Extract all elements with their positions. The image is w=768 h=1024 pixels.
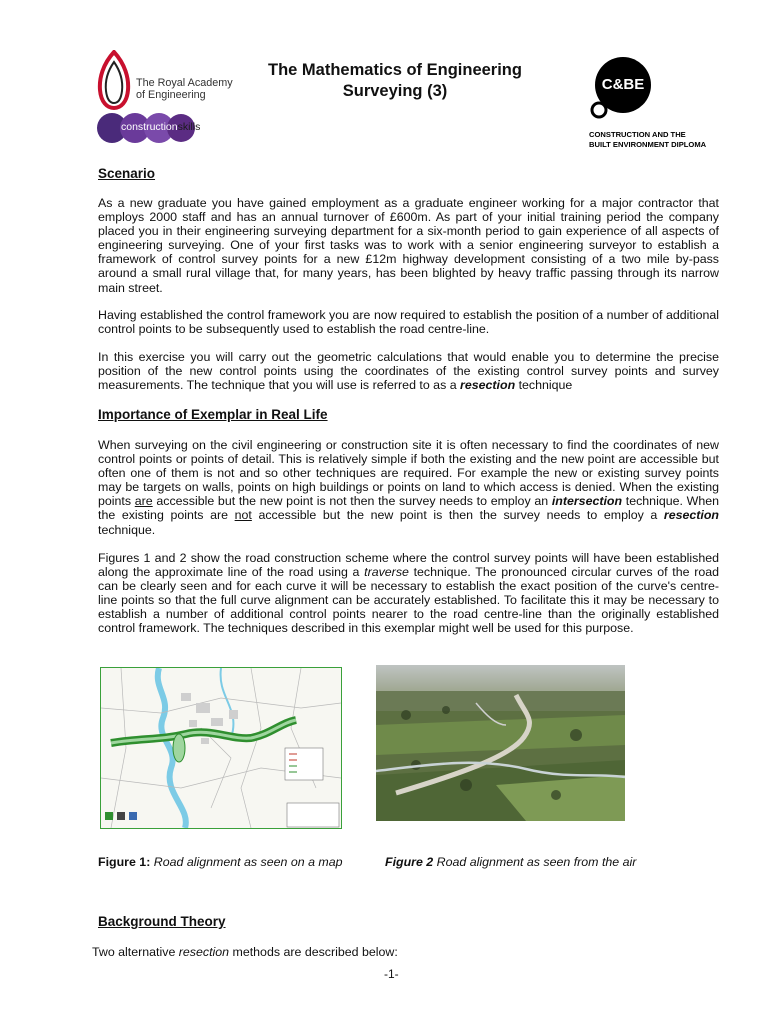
traverse-term: traverse bbox=[364, 565, 409, 580]
figure-2-caption-text: Road alignment as seen from the air bbox=[433, 855, 637, 869]
intersection-term: intersection bbox=[551, 494, 623, 509]
importance-p2-b: technique. The pronounced circular curves of the road can be clearly seen and for each curve it will be necessary to establish the exact position of the curve's centre-line points so that the full curve alignment can be accurately established. To facilitate this it may be necessary to establish a number of additional control points nearer to the road centre-line than the originally established control framework. The techniques described in this exemplar might well be used for this purpose. bbox=[98, 565, 719, 636]
importance-p1-d: accessible but the new point is then the survey needs to employ a bbox=[251, 508, 664, 523]
background-intro bbox=[92, 945, 398, 959]
figure-2-label: Figure 2 bbox=[385, 855, 434, 869]
importance-p1-c: technique. When the existing points are bbox=[98, 494, 719, 523]
cs-word2: skills bbox=[177, 121, 201, 133]
figure-2-aerial-photo bbox=[376, 665, 625, 821]
cbe-logo bbox=[588, 57, 728, 152]
cbe-text-line1: CONSTRUCTION AND THE bbox=[589, 130, 686, 139]
figure-1-caption-text: Road alignment as seen on a map bbox=[150, 855, 343, 869]
resection-term-2: resection bbox=[663, 508, 719, 523]
background-intro-b: methods are described below: bbox=[229, 945, 398, 959]
resection-term-3: resection bbox=[178, 945, 230, 959]
figure-2-caption bbox=[385, 855, 636, 869]
importance-paragraph-2 bbox=[98, 551, 719, 636]
cbe-text-line2: BUILT ENVIRONMENT DIPLOMA bbox=[589, 139, 707, 149]
background-heading: Background Theory bbox=[98, 914, 226, 929]
importance-heading: Importance of Exemplar in Real Life bbox=[98, 407, 328, 422]
figure-1-map-image bbox=[100, 667, 342, 829]
cbe-badge-text: C&BE bbox=[601, 76, 645, 93]
page-number: -1- bbox=[384, 967, 399, 981]
importance-p1-b: accessible but the new point is not then the survey needs to employ an bbox=[152, 494, 552, 509]
scenario-p3-text-a: In this exercise you will carry out the geometric calculations that would enable you to determine the precise position of the new control points using the coordinates of the existing control survey points and survey measurements. The technique that you will use is referred to as a bbox=[98, 350, 719, 393]
importance-p1-e: technique. bbox=[98, 522, 156, 537]
scenario-paragraph-2: Having established the control framework you are now required to establish the position of a number of additional control points to be subsequently used to establish the road centre-line. bbox=[98, 308, 719, 337]
are-underlined: are bbox=[134, 494, 153, 509]
figure-1-caption bbox=[98, 855, 343, 869]
cs-word1: construction bbox=[121, 121, 178, 133]
resection-term: resection bbox=[460, 378, 516, 393]
scenario-paragraph-1: As a new graduate you have gained employment as a graduate engineer working for a major contractor that employs 2000 staff and has an annual turnover of £600m. As part of your initial training period the company placed you in their engineering surveying department for a six-month period to gain experience of all aspects of engineering surveying. One of your first tasks was to work with a senior engineering surveyor to establish a framework of control survey points for a new £12m highway development consisting of a two mile by-pass around a small rural village that, for many years, has been blighted by heavy traffic passing through its narrow main street. bbox=[98, 196, 719, 295]
title-line1: The Mathematics of Engineering bbox=[268, 61, 522, 79]
rae-flame-icon bbox=[97, 50, 131, 110]
constructionskills-logo bbox=[97, 113, 222, 143]
figure-1-label: Figure 1: bbox=[98, 855, 151, 869]
importance-p2-a: Figures 1 and 2 show the road construction scheme where the control survey points will have been established along the approximate line of the road using a bbox=[98, 551, 719, 580]
rae-name-line1: The Royal Academy bbox=[136, 77, 233, 89]
background-intro-a: Two alternative bbox=[92, 945, 179, 959]
scenario-paragraph-3 bbox=[98, 350, 719, 392]
rae-logo bbox=[97, 50, 237, 110]
importance-paragraph-1 bbox=[98, 438, 719, 537]
scenario-heading: Scenario bbox=[98, 166, 156, 181]
importance-p1-a: When surveying on the civil engineering or construction site it is often necessary to find the coordinates of new control points or points of detail. This is relatively simple if both the existing and the new point are accessible but often one of them is not and so other techniques are required. For example the new or existing survey points may be targets on walls, points on high buildings or points on land to which access is denied. When the existing points bbox=[98, 438, 719, 509]
title-line2: Surveying (3) bbox=[342, 82, 448, 100]
scenario-p3-text-b: technique bbox=[515, 378, 573, 393]
page-title bbox=[230, 60, 560, 102]
rae-name-line2: of Engineering bbox=[136, 89, 206, 101]
not-underlined: not bbox=[234, 508, 252, 523]
